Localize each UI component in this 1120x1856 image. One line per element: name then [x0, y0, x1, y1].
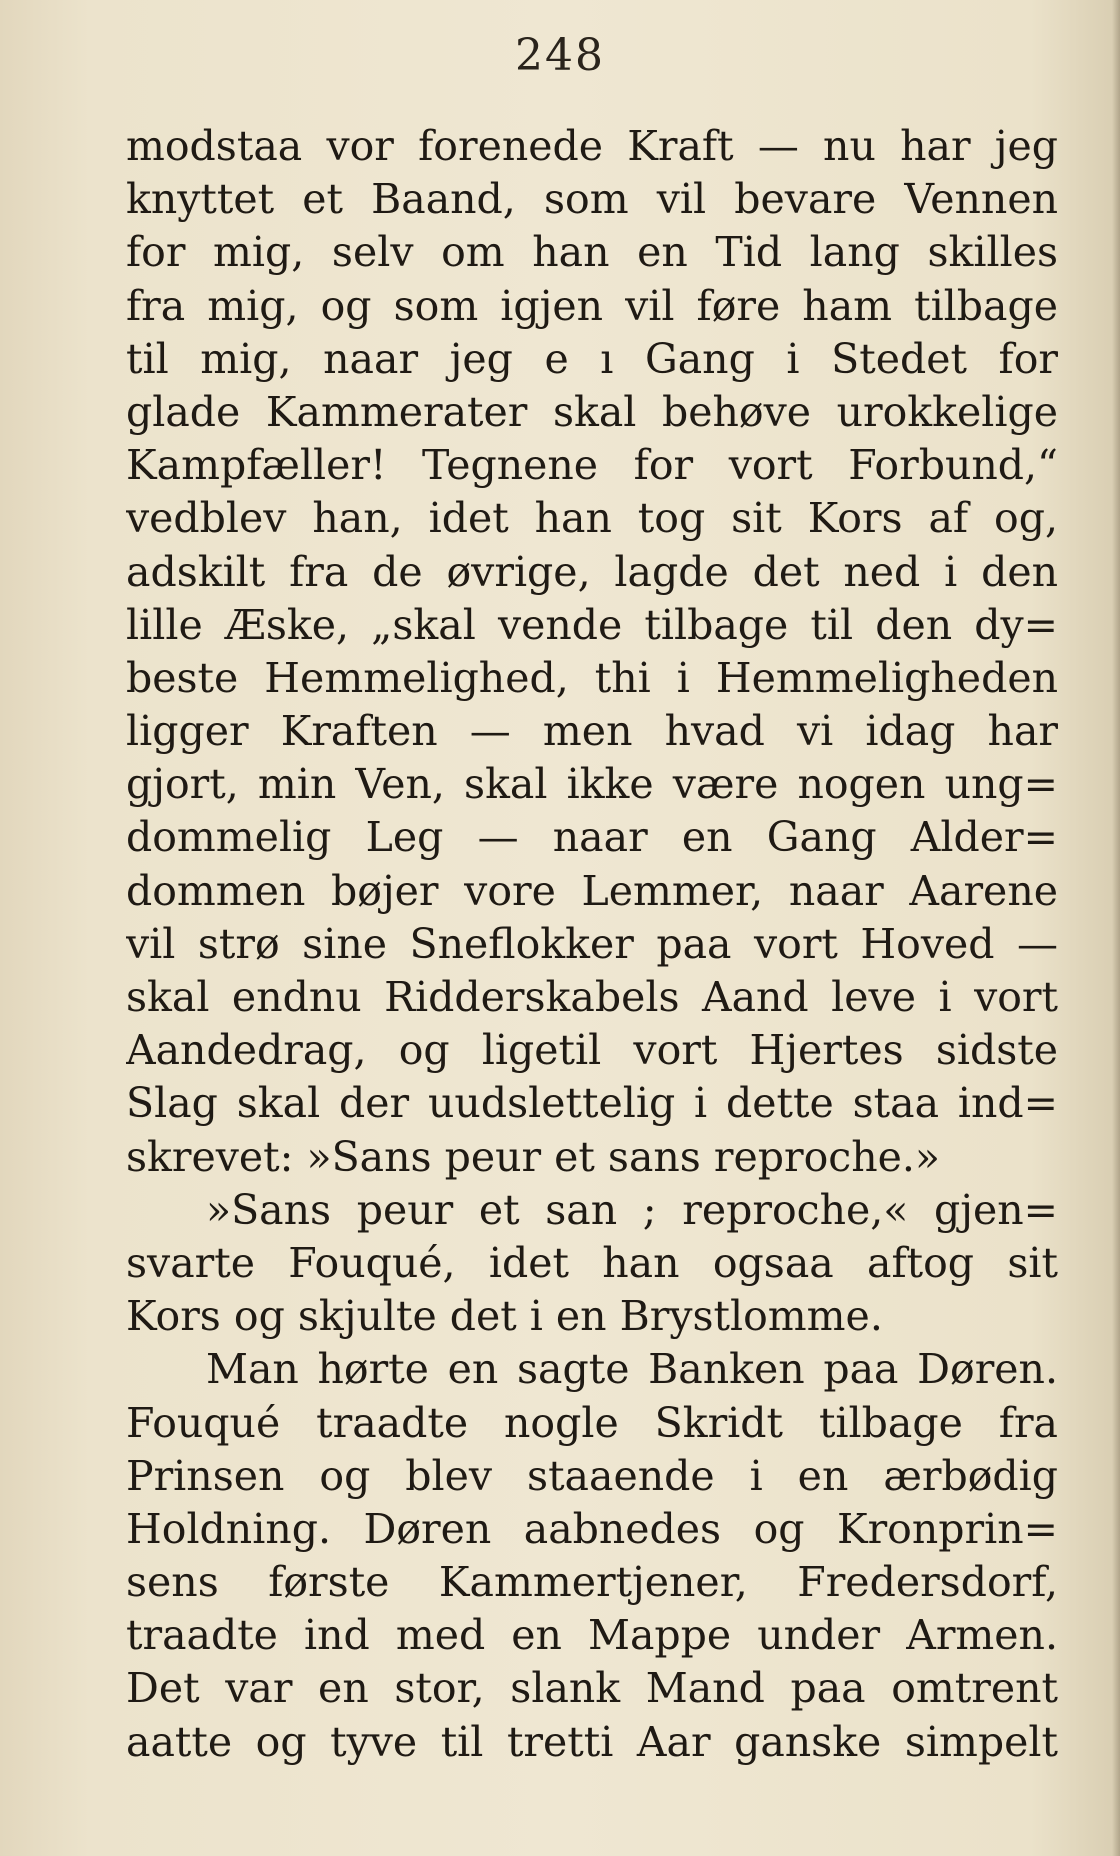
text-line: glade Kammerater skal behøve urokkelige [126, 387, 1058, 436]
text-line: Prinsen og blev staaende i en ærbødig [126, 1451, 1058, 1500]
text-line: vil strø sine Sneflokker paa vort Hoved — [126, 919, 1058, 968]
text-line: gjort, min Ven, skal ikke være nogen ung= [126, 760, 1058, 809]
text-line: for mig, selv om han en Tid lang skilles [126, 228, 1058, 277]
text-line: vedblev han, idet han tog sit Kors af og, [126, 494, 1058, 543]
page-edge-shadow [1112, 0, 1120, 1856]
text-line: dommelig Leg — naar en Gang Alder= [126, 813, 1058, 862]
text-line: skal endnu Ridderskabels Aand leve i vort [126, 973, 1058, 1021]
text-line: »Sans peur et san ; reproche,« gjen= [206, 1185, 1058, 1234]
text-line: Slag skal der uudslettelig i dette staa ind= [126, 1079, 1058, 1128]
text-line: dommen bøjer vore Lemmer, naar Aarene [126, 866, 1058, 915]
text-line: Fouqué traadte nogle Skridt tilbage fra [126, 1398, 1058, 1447]
text-line: adskilt fra de øvrige, lagde det ned i den [126, 547, 1058, 596]
text-line: Kampfæller! Tegnene for vort Forbund,“ [126, 441, 1058, 490]
text-line: beste Hemmelighed, thi i Hemmeligheden [126, 653, 1058, 702]
text-line: knyttet et Baand, som vil bevare Vennen [126, 175, 1058, 224]
text-line: Aandedrag, og ligetil vort Hjertes sidste [126, 1026, 1058, 1075]
text-line: traadte ind med en Mappe under Armen. [126, 1611, 1058, 1660]
text-line: fra mig, og som igjen vil føre ham tilbage [126, 281, 1058, 330]
text-line: Man hørte en sagte Banken paa Døren. [206, 1345, 1058, 1394]
text-line: til mig, naar jeg e ı Gang i Stedet for [126, 334, 1058, 383]
text-line: skrevet: »Sans peur et sans reproche.» [126, 1132, 941, 1181]
body-text [126, 120, 1058, 1769]
text-line: Kors og skjulte det i en Brystlomme. [126, 1292, 883, 1341]
text-line: ligger Kraften — men hvad vi idag har [126, 707, 1058, 756]
text-line: Holdning. Døren aabnedes og Kronprin= [126, 1504, 1058, 1553]
text-line: sens første Kammertjener, Fredersdorf, [126, 1558, 1058, 1607]
page-number: 248 [515, 30, 605, 81]
text-line: modstaa vor forenede Kraft — nu har jeg [126, 122, 1058, 170]
text-line: svarte Fouqué, idet han ogsaa aftog sit [126, 1238, 1058, 1287]
text-line: aatte og tyve til tretti Aar ganske simpelt [126, 1717, 1058, 1766]
text-line: Det var en stor, slank Mand paa omtrent [126, 1664, 1058, 1713]
text-line: lille Æske, „skal vende tilbage til den dy= [126, 600, 1058, 649]
